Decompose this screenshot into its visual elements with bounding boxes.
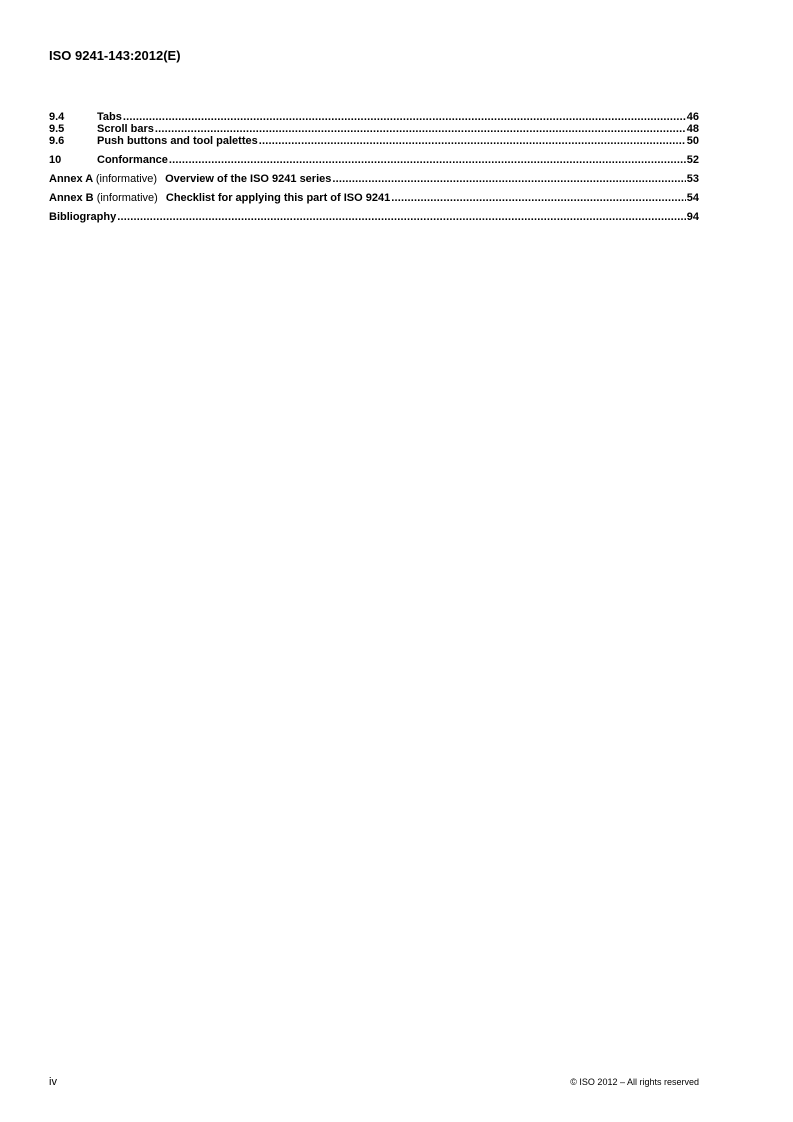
toc-entry-page: 54 xyxy=(686,192,699,204)
toc-dot-leader xyxy=(259,135,686,147)
toc-annex-label: Annex A xyxy=(49,173,93,185)
toc-entry-title: Tabs xyxy=(97,111,122,123)
toc-entry-title: Push buttons and tool palettes xyxy=(97,135,258,147)
toc-entry-page: 48 xyxy=(686,123,699,135)
toc-annex-heading xyxy=(49,173,331,185)
toc-annex-note: (informative) xyxy=(96,192,158,204)
toc-entry-bibliography[interactable] xyxy=(49,211,699,223)
toc-entry-9-5[interactable] xyxy=(49,123,699,135)
toc-entry-annex-b[interactable] xyxy=(49,192,699,204)
toc-entry-page: 52 xyxy=(686,154,699,166)
toc-entry-page: 53 xyxy=(686,173,699,185)
toc-entry-title: Scroll bars xyxy=(97,123,154,135)
toc-entry-title: Conformance xyxy=(97,154,168,166)
document-id-header: ISO 9241-143:2012(E) xyxy=(49,48,181,63)
toc-entry-annex-a[interactable] xyxy=(49,173,699,185)
toc-annex-label: Annex B xyxy=(49,192,94,204)
toc-entry-number: 9.6 xyxy=(49,135,65,147)
toc-dot-leader xyxy=(391,192,686,204)
toc-entry-9-6[interactable] xyxy=(49,135,699,147)
toc-dot-leader xyxy=(155,123,686,135)
copyright-notice: © ISO 2012 – All rights reserved xyxy=(570,1077,699,1087)
toc-entry-title: Bibliography xyxy=(49,211,117,223)
toc-dot-leader xyxy=(123,111,686,123)
toc-annex-note: (informative) xyxy=(95,173,157,185)
toc-annex-heading xyxy=(49,192,390,204)
toc-entry-number: 9.5 xyxy=(49,123,65,135)
toc-entry-page: 46 xyxy=(686,111,699,123)
toc-annex-title: Overview of the ISO 9241 series xyxy=(165,173,332,185)
toc-entry-9-4[interactable] xyxy=(49,111,699,123)
toc-dot-leader xyxy=(169,154,686,166)
toc-dot-leader xyxy=(332,173,685,185)
page-number: iv xyxy=(49,1076,57,1088)
toc-entry-number: 10 xyxy=(49,154,62,166)
table-of-contents xyxy=(49,111,699,223)
toc-dot-leader xyxy=(117,211,686,223)
toc-entry-page: 94 xyxy=(686,211,699,223)
toc-entry-10[interactable] xyxy=(49,154,699,166)
toc-annex-title: Checklist for applying this part of ISO 9241 xyxy=(165,192,391,204)
toc-entry-number: 9.4 xyxy=(49,111,65,123)
toc-entry-page: 50 xyxy=(686,135,699,147)
